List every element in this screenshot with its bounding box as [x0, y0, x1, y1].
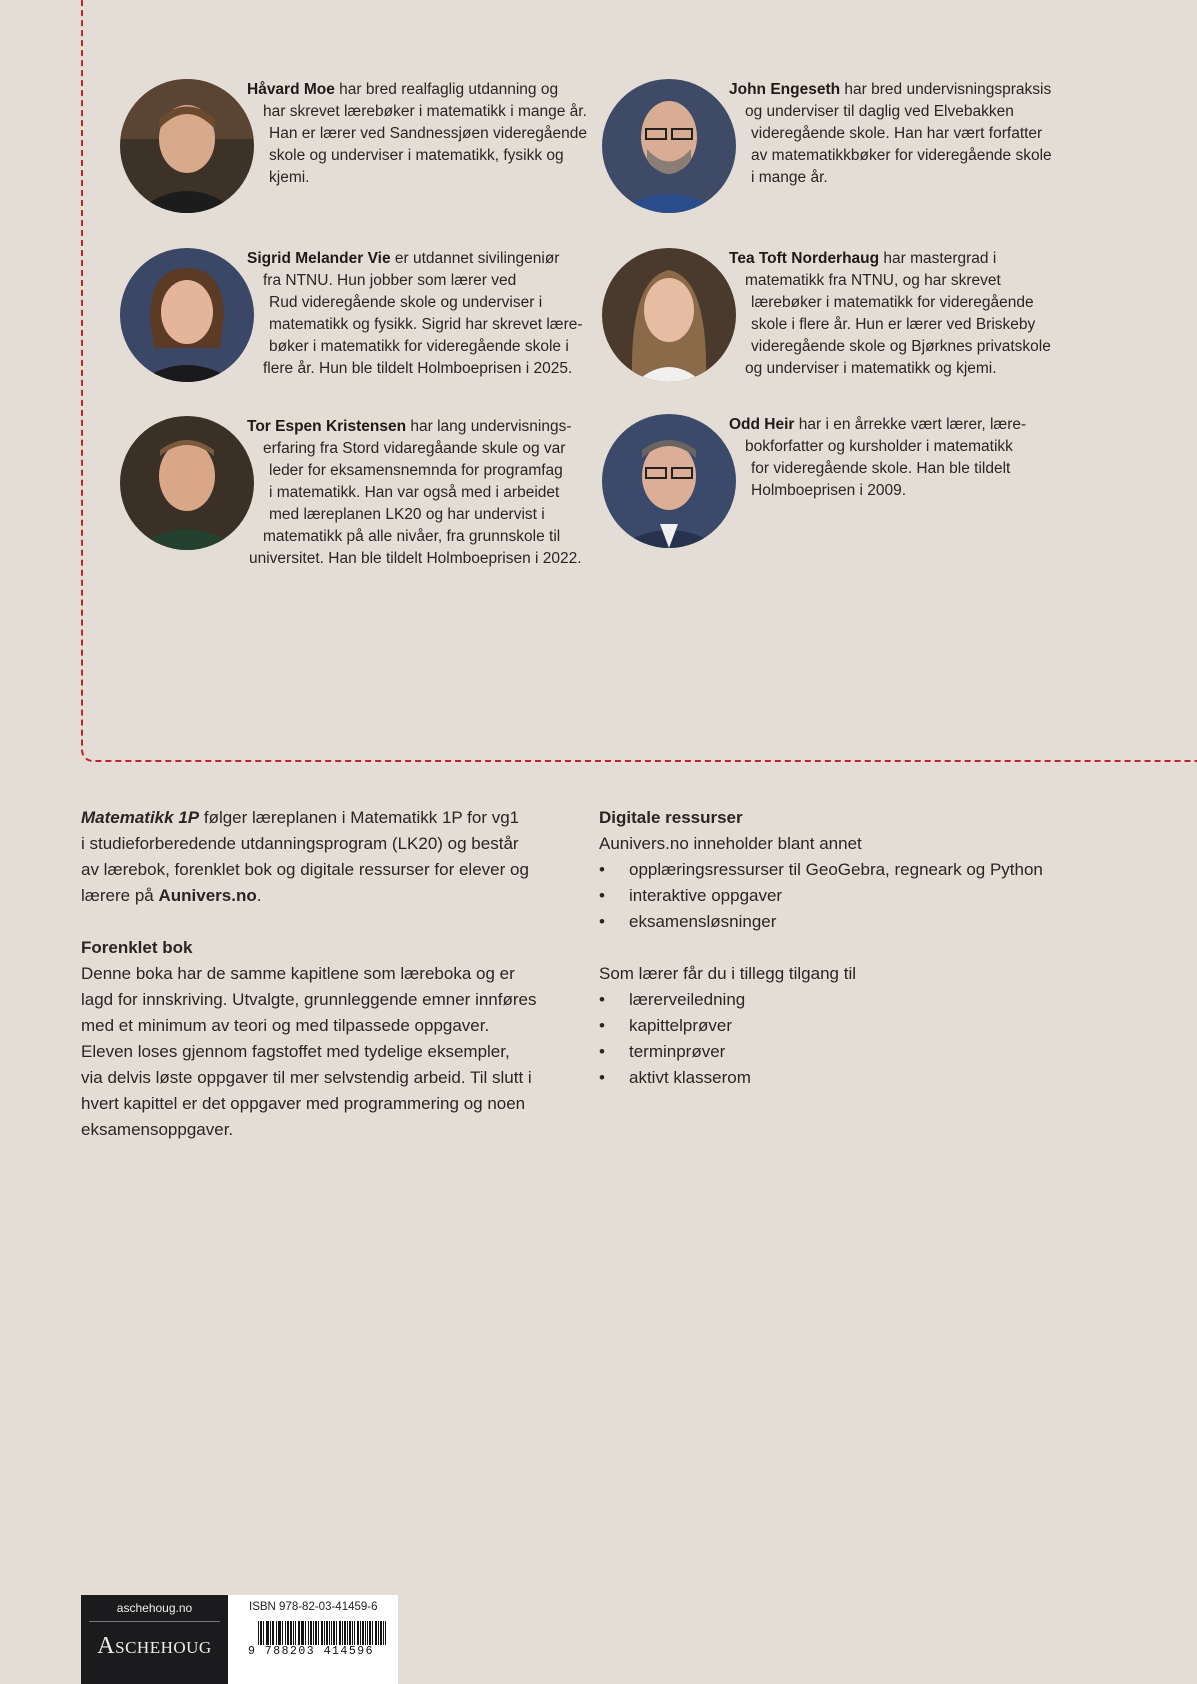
- bio-text: er utdannet sivilingeniør: [390, 250, 560, 267]
- section-text: eksamensoppgaver.: [81, 1120, 234, 1139]
- section-heading: Digitale ressurser: [599, 808, 743, 827]
- barcode-icon: [258, 1621, 386, 1645]
- divider: [89, 1621, 220, 1622]
- author-bio: [729, 414, 1074, 502]
- bio-text: har bred realfaglig utdanning og: [334, 81, 559, 98]
- bio-text: bøker i matematikk for videregående skole i: [269, 338, 569, 355]
- aunivers-link[interactable]: Aunivers.no: [158, 886, 257, 905]
- author-name: Sigrid Melander Vie: [247, 250, 391, 267]
- bio-text: lærebøker i matematikk for videregående: [751, 294, 1034, 311]
- bio-text: har bred undervisningspraksis: [840, 81, 1052, 98]
- bio-text: har skrevet lærebøker i matematikk i mange år.: [263, 103, 587, 120]
- author-photo-icon: [602, 248, 736, 382]
- author-card-tea-toft-norderhaug: [602, 248, 1082, 398]
- list-item: • kapittelprøver: [599, 1013, 1119, 1039]
- author-photo-icon: [120, 248, 254, 382]
- section-text: via delvis løste oppgaver til mer selvstendig arbeid. Til slutt i: [81, 1068, 532, 1087]
- bio-text: i matematikk. Han var også med i arbeidet: [269, 484, 560, 501]
- bio-text: Holmboeprisen i 2009.: [751, 482, 907, 499]
- author-card-tor-espen-kristensen: [120, 416, 600, 566]
- bio-text: bokforfatter og kursholder i matematikk: [745, 438, 1013, 455]
- author-photo-icon: [602, 414, 736, 548]
- author-bio: [247, 248, 592, 380]
- list-item: • terminprøver: [599, 1039, 1119, 1065]
- list-item: • lærerveiledning: [599, 987, 1119, 1013]
- isbn-label: ISBN 978-82-03-41459-6: [249, 1601, 378, 1613]
- bio-text: i mange år.: [751, 169, 828, 186]
- author-photo-icon: [120, 79, 254, 213]
- bio-text: med læreplanen LK20 og har undervist i: [269, 506, 545, 523]
- author-card-sigrid-melander-vie: [120, 248, 600, 398]
- bio-text: matematikk og fysikk. Sigrid har skrevet lære-: [269, 316, 583, 333]
- teacher-resource-list: [599, 987, 1119, 1091]
- bio-text: og underviser til daglig ved Elvebakken: [745, 103, 1014, 120]
- author-photo-icon: [602, 79, 736, 213]
- intro-text: i studieforberedende utdanningsprogram (LK20) og består: [81, 834, 519, 853]
- author-card-john-engeseth: [602, 79, 1082, 229]
- author-card-havard-moe: [120, 79, 600, 229]
- author-bio: [247, 79, 592, 189]
- bio-text: flere år. Hun ble tildelt Holmboeprisen i 2025.: [263, 360, 573, 377]
- section-text: Denne boka har de samme kapitlene som læreboka og er: [81, 964, 515, 983]
- book-title: Matematikk 1P: [81, 808, 200, 827]
- bio-text: videregående skole. Han har vært forfatter: [751, 125, 1043, 142]
- bio-text: erfaring fra Stord vidaregåande skule og var: [263, 440, 566, 457]
- publisher-name: Aschehoug: [97, 1633, 212, 1659]
- bio-text: skole i flere år. Hun er lærer ved Briskeby: [751, 316, 1036, 333]
- author-name: John Engeseth: [729, 81, 841, 98]
- bio-text: for videregående skole. Han ble tildelt: [751, 460, 1011, 477]
- intro-text: lærere på: [81, 886, 159, 905]
- author-name: Tea Toft Norderhaug: [729, 250, 880, 267]
- publisher-url: aschehoug.no: [116, 1601, 193, 1615]
- barcode-digits: 9 788203 414596: [248, 1645, 375, 1658]
- bio-text: og underviser i matematikk og kjemi.: [745, 360, 997, 377]
- resource-list: [599, 857, 1119, 935]
- bio-text: har mastergrad i: [879, 250, 997, 267]
- isbn-box: [228, 1595, 398, 1684]
- list-item: • opplæringsressurser til GeoGebra, regneark og Python: [599, 857, 1119, 883]
- digitale-section: [599, 805, 1119, 1091]
- bio-text: videregående skole og Bjørknes privatskole: [751, 338, 1051, 355]
- bio-text: har lang undervisnings-: [406, 418, 572, 435]
- intro-text: følger læreplanen i Matematikk 1P for vg1: [199, 808, 520, 827]
- bio-text: skole og underviser i matematikk, fysikk og: [269, 147, 564, 164]
- author-name: Odd Heir: [729, 416, 795, 433]
- list-item: • eksamensløsninger: [599, 909, 1119, 935]
- section-heading: Forenklet bok: [81, 938, 193, 957]
- section-text: Som lærer får du i tillegg tilgang til: [599, 964, 857, 983]
- bio-text: leder for eksamensnemnda for programfag: [269, 462, 563, 479]
- author-name: Tor Espen Kristensen: [247, 418, 407, 435]
- author-bio: [729, 248, 1074, 380]
- author-bio: [729, 79, 1074, 189]
- author-bio: [247, 416, 592, 570]
- bio-text: fra NTNU. Hun jobber som lærer ved: [263, 272, 517, 289]
- intro-text: av lærebok, forenklet bok og digitale ressurser for elever og: [81, 860, 529, 879]
- list-item: • interaktive oppgaver: [599, 883, 1119, 909]
- author-name: Håvard Moe: [247, 81, 335, 98]
- bio-text: matematikk på alle nivåer, fra grunnskole til: [263, 528, 561, 545]
- bio-text: matematikk fra NTNU, og har skrevet: [745, 272, 1001, 289]
- section-text: hvert kapittel er det oppgaver med programmering og noen: [81, 1094, 526, 1113]
- bio-text: kjemi.: [269, 169, 310, 186]
- bio-text: har i en årrekke vært lærer, lære-: [794, 416, 1027, 433]
- bio-text: Rud videregående skole og underviser i: [269, 294, 543, 311]
- list-item: • aktivt klasserom: [599, 1065, 1119, 1091]
- intro-paragraph: [81, 805, 581, 909]
- forenklet-section: [81, 935, 601, 1143]
- section-text: med et minimum av teori og med tilpassede oppgaver.: [81, 1016, 490, 1035]
- bio-text: Han er lærer ved Sandnessjøen videregående: [269, 125, 587, 142]
- intro-text: .: [256, 886, 262, 905]
- bio-text: av matematikkbøker for videregående skole: [751, 147, 1052, 164]
- publisher-logo: [81, 1595, 228, 1684]
- section-text: lagd for innskriving. Utvalgte, grunnleggende emner innføres: [81, 990, 537, 1009]
- bio-text: universitet. Han ble tildelt Holmboeprisen i 2022.: [249, 550, 582, 567]
- section-text: Eleven loses gjennom fagstoffet med tydelige eksempler,: [81, 1042, 510, 1061]
- section-text: Aunivers.no inneholder blant annet: [599, 834, 862, 853]
- author-card-odd-heir: [602, 414, 1082, 564]
- author-photo-icon: [120, 416, 254, 550]
